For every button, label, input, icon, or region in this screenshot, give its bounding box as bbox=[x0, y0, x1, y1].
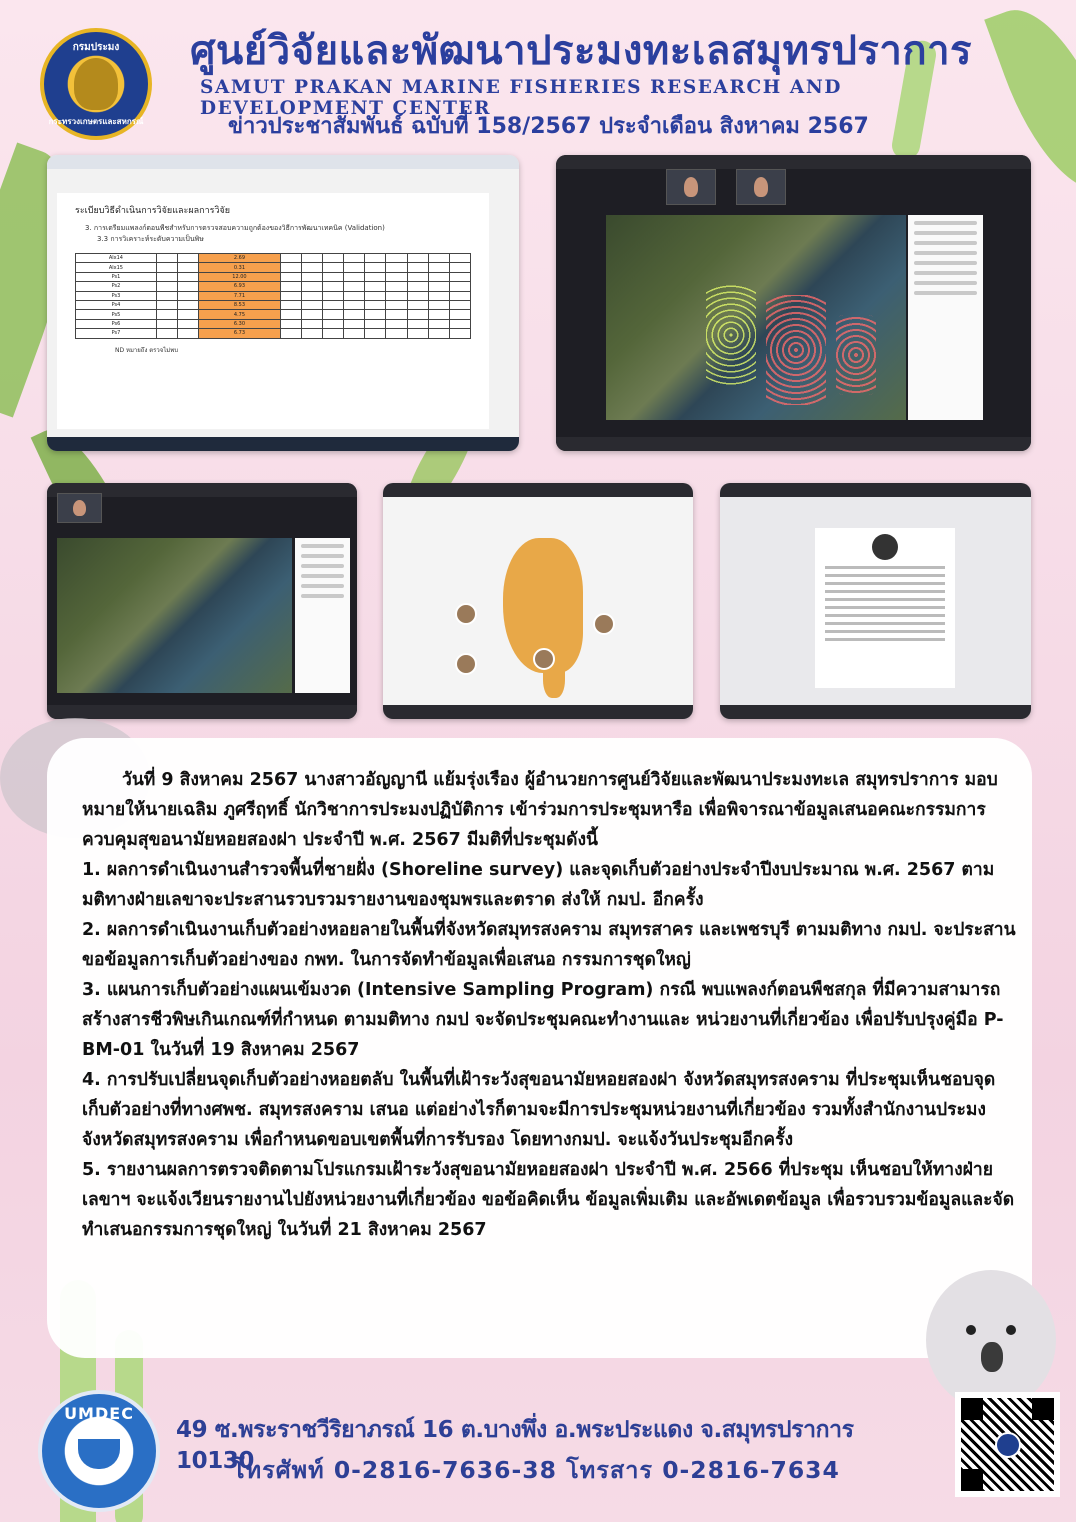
table-cell: Ps6 bbox=[76, 319, 157, 328]
table-cell bbox=[449, 329, 470, 338]
table-cell bbox=[280, 291, 301, 300]
table-cell bbox=[449, 282, 470, 291]
browser-tab-bar bbox=[47, 155, 519, 169]
table-cell bbox=[344, 282, 365, 291]
table-cell bbox=[280, 310, 301, 319]
page-title-english: SAMUT PRAKAN MARINE FISHERIES RESEARCH AND DEVELOPMENT CENTER bbox=[200, 77, 842, 119]
table-cell bbox=[407, 263, 428, 272]
table-cell bbox=[178, 319, 199, 328]
table-cell bbox=[428, 282, 449, 291]
table-cell bbox=[301, 329, 322, 338]
doc-subheading: 3. การเตรียมแพลงก์ตอนพืชสำหรับการตรวจสอบความถูกต้องของวิธีการพัฒนาเทคนิค (Validation) bbox=[85, 224, 385, 232]
table-cell bbox=[386, 329, 407, 338]
table-cell bbox=[386, 272, 407, 281]
table-cell: Alx14 bbox=[76, 254, 157, 263]
resolution-item: 1. ผลการดำเนินงานสำรวจพื้นที่ชายฝั่ง (Shoreline survey) และจุดเก็บตัวอย่างประจำปีงบประมาณ พ.ศ. 2567 ตามมติทางฝ่ายเลขาจะประสานรวบรวมรายงานของชุมพรและตราด ส่งให้ กมป. อีกครั้ง bbox=[82, 860, 995, 910]
table-row bbox=[76, 329, 471, 338]
table-cell bbox=[344, 300, 365, 309]
intro-paragraph: วันที่ 9 สิงหาคม 2567 นางสาวอัญญานี แย้มรุ่งเรือง ผู้อำนวยการศูนย์วิจัยและพัฒนาประมงทะเล สมุทรปราการ มอบหมายให้นายเฉลิม ภูศรีฤทธิ์ นักวิชาการประมงปฏิบัติการ เข้าร่วมการประชุมหารือ เพื่อพิจารณาข้อมูลเสนอคณะกรรมการควบคุมสุขอนามัยหอยสองฝา ประจำปี พ.ศ. 2567 มีมติที่ประชุมดังนี้ bbox=[82, 770, 998, 850]
table-cell bbox=[280, 272, 301, 281]
table-row bbox=[76, 300, 471, 309]
table-cell bbox=[386, 300, 407, 309]
pdf-page bbox=[57, 193, 489, 429]
table-row bbox=[76, 291, 471, 300]
presentation-screenshot bbox=[383, 483, 693, 719]
table-cell bbox=[449, 254, 470, 263]
crest-icon bbox=[74, 58, 118, 110]
table-cell bbox=[344, 310, 365, 319]
participant-video bbox=[57, 493, 102, 523]
meeting-toolbar bbox=[720, 483, 1031, 497]
taskbar bbox=[47, 705, 357, 719]
doc-note: ND หมายถึง ตรวจไม่พบ bbox=[115, 346, 179, 354]
umdec-logo bbox=[38, 1390, 160, 1512]
table-cell bbox=[301, 319, 322, 328]
address: 49 ซ.พระราชวีริยาภรณ์ 16 ต.บางพึ่ง อ.พระประแดง จ.สมุทรปราการ 10130 bbox=[176, 1417, 854, 1474]
table-cell bbox=[323, 282, 344, 291]
table-cell bbox=[386, 282, 407, 291]
table-cell: 7.71 bbox=[199, 291, 281, 300]
table-row bbox=[76, 254, 471, 263]
table-cell bbox=[386, 263, 407, 272]
garuda-emblem-icon bbox=[872, 534, 898, 560]
table-cell bbox=[323, 272, 344, 281]
qr-code[interactable] bbox=[955, 1392, 1060, 1497]
table-cell bbox=[178, 329, 199, 338]
resolution-item: 3. แผนการเก็บตัวอย่างแผนเข้มงวด (Intensive Sampling Program) กรณี พบแพลงก์ตอนพืชสกุล ที่มีความสามารถสร้างสารชีวพิษเกินเกณฑ์ที่กำหนด ตามมติทาง กมป จะจัดประชุมคณะทำงานและ หน่วยงานที่เกี่ยวข้อง เพื่อปรับปรุงคู่มือ P-BM-01 ในวันที่ 19 สิงหาคม 2567 bbox=[82, 980, 1004, 1060]
photo-icon bbox=[455, 603, 477, 625]
table-cell bbox=[365, 319, 386, 328]
table-cell: 6.30 bbox=[199, 319, 281, 328]
table-cell bbox=[365, 263, 386, 272]
logo-bottom-text: กระทรวงเกษตรและสหกรณ์ bbox=[48, 117, 144, 126]
table-cell bbox=[280, 254, 301, 263]
table-cell bbox=[323, 310, 344, 319]
table-cell bbox=[323, 329, 344, 338]
word-document-screenshot bbox=[720, 483, 1031, 719]
table-cell: 6.93 bbox=[199, 282, 281, 291]
table-cell bbox=[428, 272, 449, 281]
table-cell bbox=[365, 282, 386, 291]
table-cell bbox=[344, 319, 365, 328]
table-cell bbox=[407, 310, 428, 319]
table-cell bbox=[156, 263, 177, 272]
table-cell bbox=[301, 291, 322, 300]
table-cell: Ps7 bbox=[76, 329, 157, 338]
word-page bbox=[815, 528, 955, 688]
satellite-map bbox=[606, 215, 906, 420]
table-cell bbox=[407, 254, 428, 263]
photo-icon bbox=[533, 648, 555, 670]
layer-panel bbox=[908, 215, 983, 420]
table-cell: 4.75 bbox=[199, 310, 281, 319]
page-title-thai: ศูนย์วิจัยและพัฒนาประมงทะเลสมุทรปราการ bbox=[190, 28, 973, 74]
table-cell: Ps2 bbox=[76, 282, 157, 291]
table-cell bbox=[178, 300, 199, 309]
table-cell bbox=[156, 300, 177, 309]
table-cell bbox=[323, 300, 344, 309]
table-cell bbox=[344, 329, 365, 338]
table-cell bbox=[156, 319, 177, 328]
table-cell bbox=[280, 329, 301, 338]
table-cell bbox=[407, 272, 428, 281]
meeting-toolbar bbox=[383, 483, 693, 497]
table-cell bbox=[280, 319, 301, 328]
table-row bbox=[76, 319, 471, 328]
table-cell bbox=[386, 319, 407, 328]
pdf-document-screenshot bbox=[47, 155, 519, 451]
table-cell: 12.00 bbox=[199, 272, 281, 281]
table-row bbox=[76, 272, 471, 281]
table-cell bbox=[301, 300, 322, 309]
table-cell bbox=[365, 300, 386, 309]
table-cell bbox=[449, 310, 470, 319]
table-cell bbox=[365, 291, 386, 300]
satellite-map bbox=[57, 538, 292, 693]
table-cell bbox=[323, 291, 344, 300]
table-cell bbox=[156, 310, 177, 319]
news-body bbox=[82, 765, 1017, 1245]
table-cell bbox=[449, 272, 470, 281]
table-cell bbox=[178, 272, 199, 281]
table-cell bbox=[407, 329, 428, 338]
qr-logo-icon bbox=[995, 1432, 1021, 1458]
table-cell bbox=[449, 263, 470, 272]
table-cell bbox=[428, 300, 449, 309]
table-cell bbox=[386, 254, 407, 263]
table-cell: Ps3 bbox=[76, 291, 157, 300]
table-cell bbox=[386, 310, 407, 319]
table-cell bbox=[344, 291, 365, 300]
participant-video bbox=[666, 169, 716, 205]
table-cell bbox=[428, 291, 449, 300]
table-cell: Ps1 bbox=[76, 272, 157, 281]
table-cell bbox=[449, 291, 470, 300]
table-cell bbox=[344, 272, 365, 281]
table-cell bbox=[301, 310, 322, 319]
umdec-label: UMDEC bbox=[64, 1404, 134, 1423]
table-cell bbox=[280, 300, 301, 309]
table-cell bbox=[407, 319, 428, 328]
table-cell bbox=[365, 310, 386, 319]
boat-icon bbox=[78, 1439, 120, 1469]
table-cell bbox=[178, 254, 199, 263]
table-cell bbox=[280, 282, 301, 291]
table-row bbox=[76, 282, 471, 291]
meeting-map-screenshot bbox=[556, 155, 1031, 451]
table-cell bbox=[178, 310, 199, 319]
meeting-toolbar bbox=[556, 155, 1031, 169]
meeting-map-screenshot-2 bbox=[47, 483, 357, 719]
table-cell: 2.69 bbox=[199, 254, 281, 263]
table-cell bbox=[156, 282, 177, 291]
table-cell bbox=[428, 329, 449, 338]
toxicity-table bbox=[75, 253, 471, 339]
table-cell bbox=[365, 254, 386, 263]
taskbar bbox=[47, 437, 519, 451]
table-row bbox=[76, 263, 471, 272]
table-cell bbox=[156, 272, 177, 281]
table-cell bbox=[428, 310, 449, 319]
taskbar bbox=[720, 705, 1031, 719]
koala-decoration bbox=[926, 1270, 1056, 1410]
resolution-item: 2. ผลการดำเนินงานเก็บตัวอย่างหอยลายในพื้นที่จังหวัดสมุทรสงคราม สมุทรสาคร และเพชรบุรี ตามมติทาง กมป. จะประสานขอข้อมูลการเก็บตัวอย่างของ กพท. ในการจัดทำข้อมูลเพื่อเสนอ กรรมการชุดใหญ่ bbox=[82, 920, 1016, 970]
resolution-item: 5. รายงานผลการตรวจติดตามโปรแกรมเฝ้าระวังสุขอนามัยหอยสองฝา ประจำปี พ.ศ. 2566 ที่ประชุม เห็นชอบให้ทางฝ่ายเลขาฯ จะแจ้งเวียนรายงานไปยังหน่วยงานที่เกี่ยวข้อง ขอข้อคิดเห็น ข้อมูลเพิ่มเติม และอัพเดตข้อมูล เพื่อรวบรวมข้อมูลและจัดทำเสนอกรรมการชุดใหญ่ ในวันที่ 21 สิงหาคม 2567 bbox=[82, 1160, 1015, 1240]
layer-panel bbox=[295, 538, 350, 693]
table-cell bbox=[301, 282, 322, 291]
doc-heading: ระเบียบวิธีดำเนินการวิจัยและผลการวิจัย bbox=[75, 206, 231, 216]
taskbar bbox=[556, 437, 1031, 451]
table-cell bbox=[407, 300, 428, 309]
table-cell bbox=[156, 329, 177, 338]
table-cell bbox=[323, 319, 344, 328]
table-cell bbox=[407, 282, 428, 291]
table-cell: 6.73 bbox=[199, 329, 281, 338]
table-cell: 0.31 bbox=[199, 263, 281, 272]
issue-subtitle: ข่าวประชาสัมพันธ์ ฉบับที่ 158/2567 ประจำเดือน สิงหาคม 2567 bbox=[228, 114, 869, 139]
table-cell bbox=[344, 263, 365, 272]
table-cell bbox=[301, 272, 322, 281]
table-cell bbox=[365, 329, 386, 338]
table-cell bbox=[178, 282, 199, 291]
table-cell bbox=[449, 300, 470, 309]
table-cell bbox=[365, 272, 386, 281]
resolution-item: 4. การปรับเปลี่ยนจุดเก็บตัวอย่างหอยตลับ ในพื้นที่เฝ้าระวังสุขอนามัยหอยสองฝา จังหวัดสมุทรสงคราม ที่ประชุมเห็นชอบจุดเก็บตัวอย่างที่ทางศพช. สมุทรสงคราม เสนอ แต่อย่างไรก็ตามจะมีการประชุมหน่วยงานที่เกี่ยวข้อง รวมทั้งสำนักงานประมงจังหวัดสมุทรสงคราม เพื่อกำหนดขอบเขตพื้นที่การรับรอง โดยทางกมป. จะแจ้งวันประชุมอีกครั้ง bbox=[82, 1070, 996, 1150]
taskbar bbox=[383, 705, 693, 719]
table-cell bbox=[301, 263, 322, 272]
table-cell bbox=[449, 319, 470, 328]
table-cell bbox=[344, 254, 365, 263]
table-cell bbox=[428, 319, 449, 328]
table-cell: 8.53 bbox=[199, 300, 281, 309]
photo-icon bbox=[593, 613, 615, 635]
table-cell bbox=[178, 291, 199, 300]
table-cell bbox=[428, 254, 449, 263]
table-row bbox=[76, 310, 471, 319]
table-cell bbox=[156, 291, 177, 300]
table-cell bbox=[323, 254, 344, 263]
table-cell bbox=[407, 291, 428, 300]
table-cell bbox=[156, 254, 177, 263]
table-cell: Ps5 bbox=[76, 310, 157, 319]
phone-fax: โทรศัพท์ 0-2816-7636-38 โทรสาร 0-2816-7634 bbox=[232, 1456, 840, 1484]
table-cell bbox=[323, 263, 344, 272]
logo-top-text: กรมประมง bbox=[72, 42, 120, 53]
table-cell: Ps4 bbox=[76, 300, 157, 309]
table-cell bbox=[301, 254, 322, 263]
department-of-fisheries-logo bbox=[40, 28, 152, 140]
participant-video bbox=[736, 169, 786, 205]
table-cell: Alx15 bbox=[76, 263, 157, 272]
table-cell bbox=[178, 263, 199, 272]
table-cell bbox=[280, 263, 301, 272]
photo-icon bbox=[455, 653, 477, 675]
doc-subheading: 3.3 การวิเคราะห์ระดับความเป็นพิษ bbox=[97, 235, 204, 243]
table-cell bbox=[428, 263, 449, 272]
table-cell bbox=[386, 291, 407, 300]
